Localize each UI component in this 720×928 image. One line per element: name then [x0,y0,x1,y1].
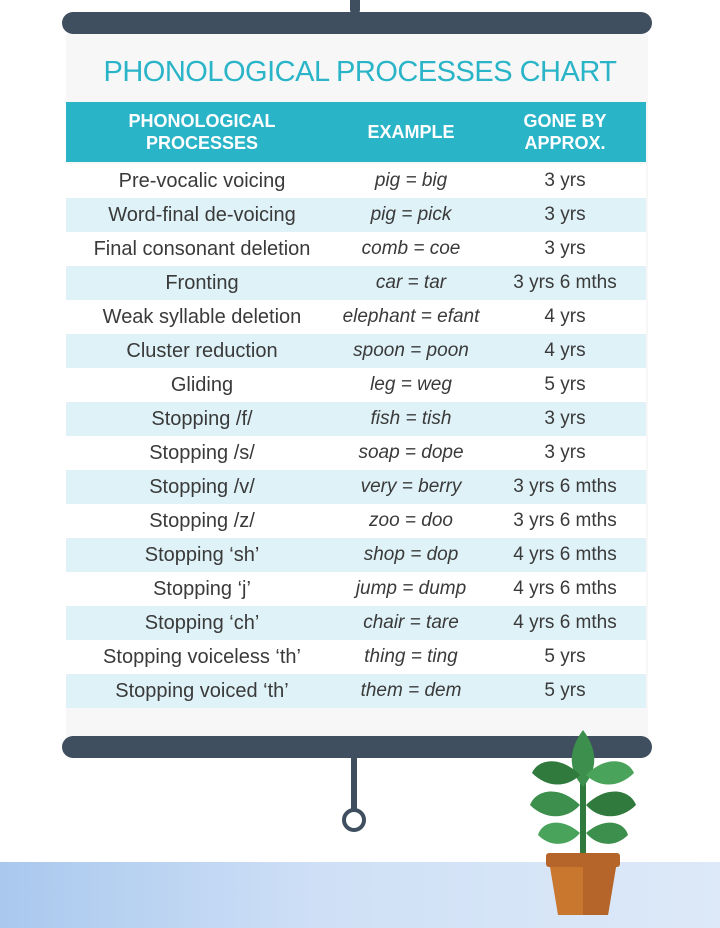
age-cell: 4 yrs [544,340,586,361]
example-cell: thing = ting [364,646,458,667]
example-cell: zoo = doo [369,510,453,531]
header-gone-by-line2: APPROX. [524,133,606,153]
table-row [66,470,646,504]
table-row [66,334,646,368]
header-process [66,102,338,162]
example-cell: chair = tare [363,612,459,633]
process-cell: Stopping voiceless ‘th’ [103,646,301,668]
table-row [66,198,646,232]
example-cell: elephant = efant [342,306,480,327]
process-cell: Stopping /z/ [149,510,255,532]
table-row [66,266,646,300]
table-header [66,102,646,162]
process-cell: Fronting [165,272,239,294]
table-row [66,436,646,470]
process-cell: Word-final de-voicing [108,204,296,226]
process-cell: Stopping ‘j’ [153,578,251,600]
age-cell: 5 yrs [544,646,586,667]
header-process-line2: PROCESSES [145,133,259,153]
process-cell: Stopping ‘ch’ [144,612,260,634]
table-row [66,538,646,572]
process-cell: Stopping /v/ [149,476,255,498]
age-cell: 3 yrs [544,442,586,463]
example-cell: comb = coe [361,238,461,259]
process-cell: Stopping /f/ [151,408,253,430]
table-row [66,368,646,402]
process-cell: Final consonant deletion [93,238,311,260]
table-row [66,504,646,538]
age-cell: 3 yrs [544,170,586,191]
age-cell: 3 yrs 6 mths [513,510,617,531]
pull-ring-icon [342,808,366,832]
table-row [66,164,646,198]
example-cell: leg = weg [370,374,452,395]
process-cell: Weak syllable deletion [102,306,302,328]
pull-cord [351,758,357,810]
table-row [66,606,646,640]
table-row [66,232,646,266]
example-cell: very = berry [360,476,462,497]
table-row [66,402,646,436]
age-cell: 3 yrs [544,204,586,225]
example-cell: car = tar [375,272,447,293]
table-row [66,674,646,708]
example-cell: jump = dump [355,578,467,599]
example-cell: shop = dop [363,544,459,565]
example-cell: spoon = poon [353,340,469,361]
process-cell: Stopping /s/ [149,442,255,464]
example-cell: them = dem [360,680,462,701]
scroll-top-bar [62,12,652,34]
potted-plant-icon [520,725,650,925]
age-cell: 5 yrs [544,374,586,395]
age-cell: 4 yrs [544,306,586,327]
header-example: EXAMPLE [367,122,455,142]
table-row [66,640,646,674]
age-cell: 4 yrs 6 mths [513,578,617,599]
age-cell: 3 yrs 6 mths [513,476,617,497]
age-cell: 4 yrs 6 mths [513,612,617,633]
table-row [66,572,646,606]
process-cell: Stopping ‘sh’ [144,544,260,566]
example-cell: fish = tish [370,408,452,429]
age-cell: 5 yrs [544,680,586,701]
process-cell: Cluster reduction [126,340,278,362]
process-cell: Gliding [170,374,234,396]
age-cell: 3 yrs [544,238,586,259]
example-cell: pig = big [374,170,448,191]
header-gone-by [484,102,646,162]
header-gone-by-line1: GONE BY [523,111,607,131]
header-process-line1: PHONOLOGICAL [128,111,276,131]
example-cell: pig = pick [370,204,452,225]
page-title: PHONOLOGICAL PROCESSES CHART [103,56,617,88]
age-cell: 3 yrs 6 mths [513,272,617,293]
age-cell: 4 yrs 6 mths [513,544,617,565]
process-cell: Pre-vocalic voicing [118,170,286,192]
age-cell: 3 yrs [544,408,586,429]
table-body [66,164,646,708]
example-cell: soap = dope [358,442,464,463]
table-row [66,300,646,334]
process-cell: Stopping voiced ‘th’ [115,680,289,702]
